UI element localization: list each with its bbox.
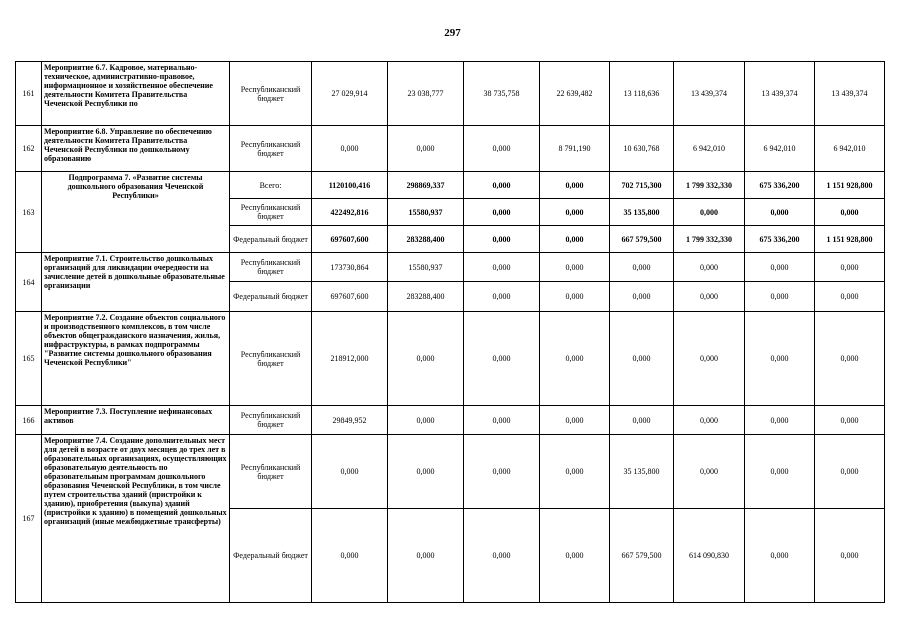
amount-cell: 8 791,190 [540, 126, 610, 172]
amount-cell: 0,000 [464, 312, 540, 406]
page-number: 297 [444, 27, 461, 39]
funding-source: Федеральный бюджет [230, 226, 312, 253]
amount-cell: 0,000 [464, 282, 540, 312]
amount-cell: 614 090,830 [674, 509, 745, 603]
amount-cell: 0,000 [815, 253, 885, 282]
funding-source: Республиканский бюджет [230, 199, 312, 226]
amount-cell: 173730,864 [312, 253, 388, 282]
amount-cell: 0,000 [388, 406, 464, 435]
amount-cell: 0,000 [388, 435, 464, 509]
amount-cell: 0,000 [540, 282, 610, 312]
row-number: 165 [16, 312, 42, 406]
amount-cell: 0,000 [674, 435, 745, 509]
amount-cell: 0,000 [464, 253, 540, 282]
funding-source: Федеральный бюджет [230, 509, 312, 603]
amount-cell: 702 715,300 [610, 172, 674, 199]
amount-cell: 0,000 [610, 312, 674, 406]
row-number: 166 [16, 406, 42, 435]
amount-cell: 283288,400 [388, 282, 464, 312]
table-row [16, 126, 885, 172]
activity-description: Мероприятие 7.4. Создание дополнительных мест для детей в возрасте от двух месяцев до трех лет в образовательных организациях, осуществляющих образовательную деятельность по образовательным программам дошкольного образования Чеченской Республики, в том числе путем строительства зданий (пристройки к зданию), приобретения (выкупа) зданий (пристройки к зданию) в помещений дошкольных организаций (иные межбюджетные трансферты) [42, 435, 230, 603]
amount-cell: 0,000 [540, 509, 610, 603]
amount-cell: 0,000 [674, 199, 745, 226]
activity-description: Подпрограмма 7. «Развитие системы дошкольного образования Чеченской Республики» [42, 172, 230, 253]
amount-cell: 6 942,010 [745, 126, 815, 172]
amount-cell: 0,000 [540, 312, 610, 406]
amount-cell: 0,000 [540, 253, 610, 282]
table-row [16, 406, 885, 435]
amount-cell: 1 151 928,800 [815, 226, 885, 253]
amount-cell: 0,000 [464, 126, 540, 172]
row-number: 163 [16, 172, 42, 253]
amount-cell: 697607,600 [312, 282, 388, 312]
amount-cell: 10 630,768 [610, 126, 674, 172]
activity-description: Мероприятие 6.8. Управление по обеспечению деятельности Комитета Правительства Чеченской Республики по дошкольному образованию [42, 126, 230, 172]
amount-cell: 0,000 [312, 509, 388, 603]
amount-cell: 13 439,374 [674, 62, 745, 126]
amount-cell: 298869,337 [388, 172, 464, 199]
amount-cell: 667 579,500 [610, 509, 674, 603]
table-row [16, 62, 885, 126]
amount-cell: 0,000 [540, 406, 610, 435]
amount-cell: 6 942,010 [674, 126, 745, 172]
amount-cell: 0,000 [745, 312, 815, 406]
activity-description: Мероприятие 7.1. Строительство дошкольных организаций для ликвидации очередности на зачисление детей в дошкольные образовательные организации [42, 253, 230, 312]
amount-cell: 27 029,914 [312, 62, 388, 126]
amount-cell: 0,000 [815, 406, 885, 435]
amount-cell: 675 336,200 [745, 172, 815, 199]
amount-cell: 0,000 [745, 282, 815, 312]
amount-cell: 0,000 [745, 435, 815, 509]
row-number: 164 [16, 253, 42, 312]
amount-cell: 0,000 [815, 199, 885, 226]
amount-cell: 0,000 [674, 406, 745, 435]
amount-cell: 675 336,200 [745, 226, 815, 253]
funding-source: Федеральный бюджет [230, 282, 312, 312]
amount-cell: 35 135,800 [610, 199, 674, 226]
row-number: 161 [16, 62, 42, 126]
funding-source: Республиканский бюджет [230, 62, 312, 126]
funding-source: Республиканский бюджет [230, 406, 312, 435]
table-row [16, 435, 885, 509]
amount-cell: 0,000 [610, 282, 674, 312]
amount-cell: 0,000 [540, 435, 610, 509]
amount-cell: 0,000 [745, 509, 815, 603]
budget-table [15, 61, 885, 603]
amount-cell: 697607,600 [312, 226, 388, 253]
funding-source: Республиканский бюджет [230, 435, 312, 509]
amount-cell: 0,000 [388, 126, 464, 172]
amount-cell: 0,000 [610, 406, 674, 435]
amount-cell: 0,000 [815, 312, 885, 406]
amount-cell: 0,000 [745, 253, 815, 282]
amount-cell: 0,000 [815, 282, 885, 312]
amount-cell: 0,000 [540, 199, 610, 226]
amount-cell: 29849,952 [312, 406, 388, 435]
amount-cell: 0,000 [540, 226, 610, 253]
amount-cell: 1 151 928,800 [815, 172, 885, 199]
amount-cell: 13 439,374 [815, 62, 885, 126]
amount-cell: 13 439,374 [745, 62, 815, 126]
amount-cell: 6 942,010 [815, 126, 885, 172]
amount-cell: 0,000 [464, 199, 540, 226]
amount-cell: 15580,937 [388, 199, 464, 226]
funding-source: Республиканский бюджет [230, 253, 312, 282]
activity-description: Мероприятие 7.2. Создание объектов социального и производственного комплексов, в том числе объектов общегражданского назначения, жилья, инфраструктуры, в рамках подпрограммы "Развитие системы дошкольного образования Чеченской Республики" [42, 312, 230, 406]
amount-cell: 38 735,758 [464, 62, 540, 126]
amount-cell: 0,000 [674, 282, 745, 312]
amount-cell: 0,000 [464, 226, 540, 253]
table-row [16, 172, 885, 199]
funding-source: Республиканский бюджет [230, 126, 312, 172]
amount-cell: 0,000 [464, 435, 540, 509]
table-row [16, 312, 885, 406]
amount-cell: 0,000 [312, 435, 388, 509]
amount-cell: 1120100,416 [312, 172, 388, 199]
amount-cell: 667 579,500 [610, 226, 674, 253]
amount-cell: 283288,400 [388, 226, 464, 253]
amount-cell: 35 135,800 [610, 435, 674, 509]
amount-cell: 422492,816 [312, 199, 388, 226]
activity-description: Мероприятие 6.7. Кадровое, материально-техническое, административно-правовое, информационное и хозяйственное обеспечение деятельности Комитета Правительства Чеченской Республики по [42, 62, 230, 126]
amount-cell: 0,000 [540, 172, 610, 199]
amount-cell: 23 038,777 [388, 62, 464, 126]
activity-description: Мероприятие 7.3. Поступление нефинансовых активов [42, 406, 230, 435]
amount-cell: 0,000 [610, 253, 674, 282]
amount-cell: 1 799 332,330 [674, 226, 745, 253]
row-number: 167 [16, 435, 42, 603]
amount-cell: 0,000 [464, 172, 540, 199]
amount-cell: 1 799 332,330 [674, 172, 745, 199]
row-number: 162 [16, 126, 42, 172]
table-row [16, 253, 885, 282]
amount-cell: 0,000 [745, 406, 815, 435]
funding-source: Республиканский бюджет [230, 312, 312, 406]
amount-cell: 0,000 [674, 253, 745, 282]
amount-cell: 22 639,482 [540, 62, 610, 126]
funding-source: Всего: [230, 172, 312, 199]
amount-cell: 0,000 [745, 199, 815, 226]
amount-cell: 0,000 [815, 435, 885, 509]
amount-cell: 13 118,636 [610, 62, 674, 126]
amount-cell: 218912,000 [312, 312, 388, 406]
amount-cell: 15580,937 [388, 253, 464, 282]
amount-cell: 0,000 [312, 126, 388, 172]
amount-cell: 0,000 [464, 406, 540, 435]
amount-cell: 0,000 [815, 509, 885, 603]
amount-cell: 0,000 [388, 312, 464, 406]
amount-cell: 0,000 [464, 509, 540, 603]
amount-cell: 0,000 [388, 509, 464, 603]
amount-cell: 0,000 [674, 312, 745, 406]
